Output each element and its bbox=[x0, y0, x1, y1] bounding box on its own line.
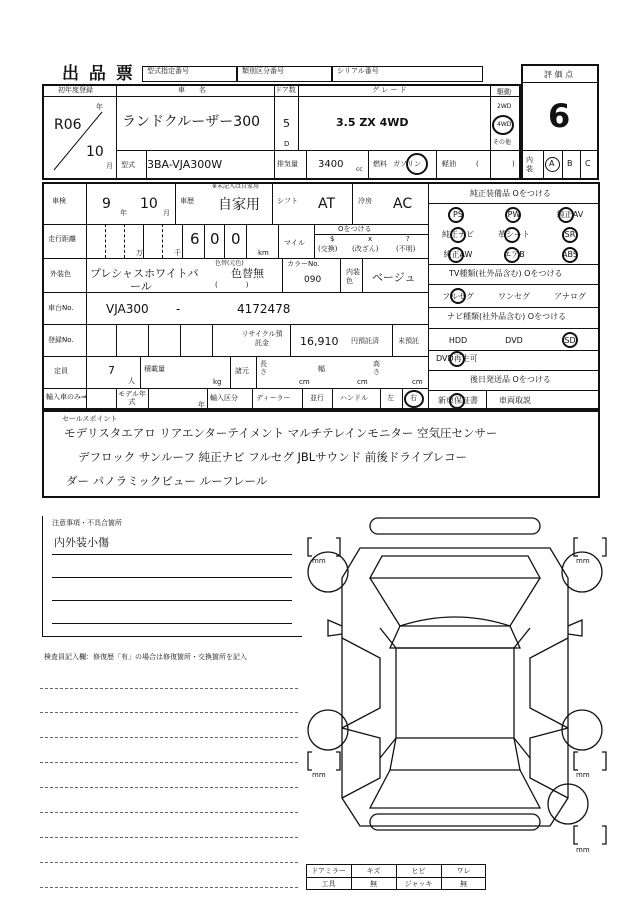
form-title: 出 品 票 bbox=[62, 64, 135, 84]
type-cert-label: 型式指定番号 bbox=[147, 67, 189, 75]
car-damage-diagram bbox=[300, 508, 610, 860]
first-reg-year: R06 bbox=[54, 117, 82, 133]
capacity-value: 7 bbox=[108, 364, 115, 377]
dims-label: 諸元 bbox=[235, 367, 249, 375]
mm-spare: mm bbox=[576, 846, 590, 854]
shaken-label: 車検 bbox=[52, 197, 66, 205]
equip-abs: ABS bbox=[562, 249, 578, 259]
length-label: 長さ bbox=[260, 360, 267, 376]
equip-abs-circle bbox=[562, 247, 578, 263]
frame-number: 4172478 bbox=[237, 302, 291, 316]
fuel-gasoline: ガソリン bbox=[393, 160, 421, 168]
mileage-man-unit: 万 bbox=[136, 249, 143, 257]
ac-value: AC bbox=[393, 196, 413, 212]
fuel-light-oil: 軽油 bbox=[442, 160, 456, 168]
doors-label: ドア数 bbox=[275, 86, 296, 94]
equip-aw-circle bbox=[448, 247, 464, 263]
mileage-digit-1: 6 bbox=[190, 230, 200, 248]
mm-front-right: mm bbox=[576, 557, 590, 565]
mileage-label: 走行距離 bbox=[48, 235, 76, 243]
interior-grade-b: B bbox=[567, 159, 573, 168]
equip-pw-circle bbox=[505, 207, 521, 223]
mileage-digits bbox=[86, 224, 278, 258]
import-label: 輸入車のみ⇒ bbox=[46, 393, 87, 401]
history-label: 車歴 bbox=[180, 197, 194, 205]
car-name: ランドクルーザー300 bbox=[122, 114, 261, 130]
equip-leather-circle bbox=[504, 227, 520, 243]
color-no-label: カラーNo. bbox=[287, 260, 320, 268]
serial-label: シリアル番号 bbox=[337, 67, 379, 75]
car-name-label: 車 名 bbox=[178, 86, 206, 94]
category-label: 類別区分番号 bbox=[242, 67, 284, 75]
legend-scratch: キズ bbox=[366, 866, 381, 875]
later-warranty-circle bbox=[449, 393, 465, 409]
recycle-unit: 円預託済 bbox=[351, 337, 379, 345]
navi-title: ナビ種類(社外品含む) Oをつける bbox=[447, 312, 567, 321]
mileage-digit-3: 0 bbox=[231, 230, 241, 248]
fuel-paren-open: ( bbox=[476, 160, 479, 168]
equip-av-circle bbox=[558, 207, 574, 223]
drive-label: 駆動 bbox=[497, 88, 511, 96]
shaken-month-suffix: 月 bbox=[163, 209, 170, 217]
dvd-play-circle bbox=[449, 351, 465, 367]
width-unit: cm bbox=[357, 378, 368, 386]
equip-pw: PW bbox=[507, 209, 521, 219]
capacity-unit: 人 bbox=[128, 377, 135, 385]
shaken-month: 10 bbox=[140, 196, 158, 212]
doors-suffix: D bbox=[284, 140, 290, 148]
fuel-paren-close: ) bbox=[512, 160, 515, 168]
legend-crack: ヒビ bbox=[411, 866, 426, 875]
first-reg-year-suffix: 年 bbox=[96, 103, 103, 111]
mileage-digit-2: 0 bbox=[210, 230, 220, 248]
equip-airbag: エアB bbox=[503, 249, 525, 259]
history-note: ※未記入は自家用 bbox=[212, 183, 260, 190]
mile-opt3: (不明) bbox=[396, 245, 416, 253]
interior-grade-label: 内装 bbox=[526, 156, 533, 173]
mile-circle-note: Oをつける bbox=[338, 225, 372, 233]
grade-label: グ レ ー ド bbox=[372, 86, 407, 94]
color-value-line1: プレシャスホワイトパ bbox=[90, 267, 199, 280]
mile-opt2: (改ざん) bbox=[352, 245, 379, 253]
equip-aw: 純正AW bbox=[443, 249, 473, 259]
equip-ps-circle bbox=[448, 207, 464, 223]
model-label: 型式 bbox=[121, 161, 135, 169]
equipment-title: 純正装備品 Oをつける bbox=[470, 189, 551, 198]
model-year-label: モデル年式 bbox=[118, 390, 146, 406]
fuel-gasoline-circle bbox=[406, 153, 428, 175]
first-reg-month: 10 bbox=[86, 144, 104, 160]
sales-points-line3: ダー パノラミックビュー ルーフレール bbox=[66, 474, 268, 488]
height-label: 高さ bbox=[373, 360, 380, 376]
navi-dvd: DVD bbox=[505, 335, 523, 345]
km-unit: km bbox=[258, 249, 269, 257]
legend-jack: ジャッキ bbox=[404, 879, 433, 888]
shaken-year-suffix: 年 bbox=[120, 209, 127, 217]
frame-label: 車台No. bbox=[48, 304, 74, 312]
color-change-label: 色替(元色) bbox=[215, 260, 244, 267]
handle-label: ハンドル bbox=[340, 394, 368, 402]
interior-color-value: ベージュ bbox=[372, 271, 416, 284]
import-parallel: 並行 bbox=[310, 394, 324, 402]
legend-tools-value: 無 bbox=[370, 879, 377, 888]
mile-opt2-top: x bbox=[368, 235, 373, 243]
model-value: 3BA-VJA300W bbox=[147, 158, 223, 171]
drive-other: その他 bbox=[493, 139, 512, 146]
shift-value: AT bbox=[318, 196, 336, 212]
equip-leather: 革シート bbox=[498, 229, 530, 239]
color-no-value: 090 bbox=[304, 275, 322, 285]
cc-unit: cc bbox=[356, 166, 363, 173]
first-reg-slash bbox=[50, 108, 106, 172]
ac-label: 冷房 bbox=[358, 197, 372, 205]
color-label: 外装色 bbox=[50, 270, 71, 278]
mile-opt1: (交換) bbox=[318, 245, 338, 253]
sales-points-label: セールスポイント bbox=[62, 415, 118, 423]
color-change-paren: ( ) bbox=[215, 281, 249, 289]
dvd-play-label: DVD再生可 bbox=[436, 354, 478, 363]
navi-sd: SD bbox=[564, 335, 576, 345]
interior-grade-a: A bbox=[549, 159, 555, 168]
later-warranty: 新車保証書 bbox=[438, 396, 478, 405]
recycle-amount: 16,910 bbox=[300, 335, 339, 348]
later-title: 後日発送品 Oをつける bbox=[470, 375, 551, 384]
tv-oneseg: ワンセグ bbox=[498, 291, 530, 301]
mile-opt1-top: $ bbox=[330, 235, 335, 243]
first-reg-month-suffix: 月 bbox=[106, 162, 113, 170]
mm-rear-left: mm bbox=[312, 771, 326, 779]
later-manual: 車両取説 bbox=[499, 396, 531, 405]
mile-label: マイル bbox=[284, 239, 305, 247]
displacement-label: 排気量 bbox=[277, 160, 298, 168]
width-label: 幅 bbox=[318, 365, 325, 373]
equip-navi: 純正ナビ bbox=[442, 229, 474, 239]
sales-points-line1: モデリスタエアロ リアエンターテイメント マルチテレインモニター 空気圧センサー bbox=[64, 426, 498, 440]
mm-rear-right: mm bbox=[576, 771, 590, 779]
equip-navi-circle bbox=[450, 227, 466, 243]
grade-value: 3.5 ZX 4WD bbox=[336, 116, 409, 129]
shaken-year: 9 bbox=[102, 196, 111, 212]
notes-text: 内外装小傷 bbox=[54, 536, 109, 549]
import-dealer: ディーラー bbox=[256, 394, 291, 402]
equip-ps: PS bbox=[453, 209, 463, 219]
tv-fullseg: フルセグ bbox=[442, 291, 474, 301]
recycle-label: リサイクル預託金 bbox=[241, 330, 283, 347]
legend-tools: 工具 bbox=[321, 879, 336, 888]
color-change-value: 色替無 bbox=[231, 267, 264, 280]
drive-4wd-circle bbox=[492, 115, 514, 135]
shift-label: シフト bbox=[277, 197, 298, 205]
tv-analog: アナログ bbox=[554, 291, 586, 301]
capacity-label: 定員 bbox=[54, 367, 68, 375]
inspector-label: 検査員記入欄：修復歴「有」の場合は修復箇所・交換箇所を記入 bbox=[44, 653, 247, 661]
handle-right-circle bbox=[404, 390, 424, 408]
mm-front-left: mm bbox=[312, 557, 326, 565]
grade-point-label: 評 価 点 bbox=[544, 70, 574, 79]
equip-av: 純正AV bbox=[556, 209, 584, 219]
handle-left: 左 bbox=[387, 394, 394, 402]
recycle-none: 未預託 bbox=[398, 337, 419, 345]
legend-break: ワレ bbox=[456, 866, 471, 875]
notes-area bbox=[42, 516, 302, 636]
doors-value: 5 bbox=[283, 117, 290, 130]
reg-no-label: 登録No. bbox=[48, 336, 74, 344]
color-value-line2: ール bbox=[130, 280, 152, 293]
mileage-sen-unit: 千 bbox=[174, 249, 181, 257]
history-value: 自家用 bbox=[218, 197, 260, 213]
load-label: 積載量 bbox=[144, 365, 165, 373]
load-unit: kg bbox=[213, 378, 222, 386]
height-unit: cm bbox=[412, 378, 423, 386]
notes-label: 注意事項・不具合箇所 bbox=[52, 519, 122, 527]
interior-grade-c: C bbox=[585, 159, 591, 168]
equip-sr: SR bbox=[564, 229, 576, 239]
legend-mirror: ドアミラー bbox=[311, 866, 346, 875]
mile-opt3-top: ? bbox=[406, 235, 410, 243]
navi-hdd: HDD bbox=[448, 335, 468, 345]
displacement-value: 3400 bbox=[318, 159, 344, 170]
import-class-label: 輸入区分 bbox=[210, 394, 238, 402]
grade-point-value: 6 bbox=[548, 97, 571, 135]
handle-right: 右 bbox=[410, 394, 417, 402]
legend-jack-value: 無 bbox=[460, 879, 467, 888]
tv-title: TV種類(社外品含む) Oをつける bbox=[449, 269, 563, 278]
frame-prefix: VJA300 bbox=[106, 302, 149, 316]
length-unit: cm bbox=[299, 378, 310, 386]
fuel-label: 燃料 bbox=[373, 160, 387, 168]
equip-airbag-circle bbox=[504, 247, 520, 263]
first-reg-label: 初年度登録 bbox=[58, 86, 93, 94]
frame-dash: - bbox=[176, 302, 181, 316]
equip-sr-circle bbox=[562, 227, 578, 243]
model-year-unit: 年 bbox=[198, 401, 205, 409]
drive-2wd: 2WD bbox=[497, 103, 512, 110]
navi-sd-circle bbox=[562, 332, 578, 348]
drive-4wd: 4WD bbox=[497, 121, 512, 128]
sales-points-line2: デフロック サンルーフ 純正ナビ フルセグ JBLサウンド 前後ドライブレコー bbox=[78, 450, 468, 464]
interior-color-label: 内装色 bbox=[346, 268, 360, 285]
tv-fullseg-circle bbox=[450, 288, 466, 304]
